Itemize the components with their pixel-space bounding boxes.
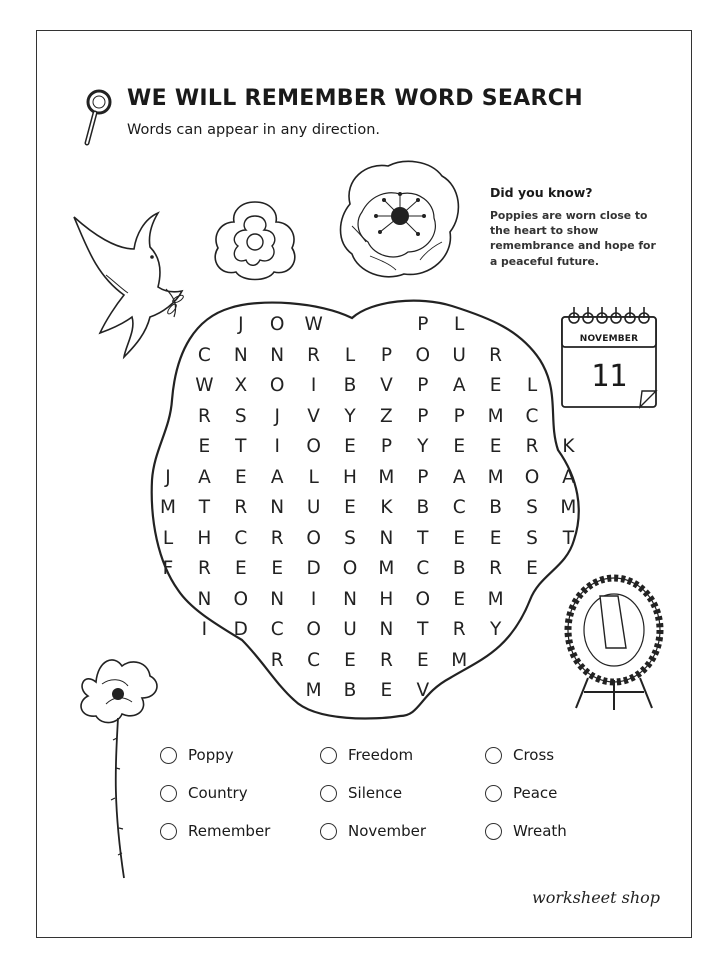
grid-letter[interactable]: O [306,527,321,549]
grid-letter[interactable]: E [344,497,356,518]
word-label: Wreath [513,822,567,840]
grid-letter[interactable]: N [379,619,394,640]
calendar-month: NOVEMBER [579,334,639,344]
word-label: November [348,822,427,840]
checkbox-circle[interactable] [320,785,337,802]
grid-letter[interactable]: L [454,314,465,335]
grid-letter[interactable]: M [378,466,395,488]
grid-letter[interactable]: M [487,466,504,488]
grid-letter[interactable]: J [274,405,280,427]
grid-letter[interactable]: E [526,558,538,579]
grid-letter[interactable]: N [270,497,285,518]
grid-letter[interactable]: R [270,527,284,549]
word-list-item[interactable] [160,822,270,840]
grid-letter[interactable]: T [417,619,429,640]
grid-letter[interactable]: E [380,680,393,701]
grid-letter[interactable]: R [452,619,466,640]
grid-letter[interactable]: P [417,405,429,427]
grid-letter[interactable]: M [160,497,176,518]
grid-letter[interactable]: I [310,588,317,610]
checkbox-circle[interactable] [320,823,337,840]
word-list-item[interactable] [320,822,426,840]
grid-letter[interactable]: Y [489,619,502,640]
brand-logo: worksheet shop [532,888,661,907]
word-label: Silence [348,784,403,802]
grid-letter[interactable]: C [234,527,248,549]
grid-letter[interactable]: M [560,497,577,518]
word-label: Freedom [348,746,414,764]
word-label: Remember [188,822,271,840]
page-title: WE WILL REMEMBER WORD SEARCH [127,86,583,111]
grid-letter[interactable]: H [379,588,394,610]
word-label: Country [188,784,248,802]
word-list-item[interactable] [320,784,402,802]
grid-letter[interactable]: F [162,558,174,579]
word-list-item[interactable] [160,746,234,764]
grid-letter[interactable]: U [452,344,466,366]
grid-letter[interactable]: P [380,436,392,457]
grid-letter[interactable]: B [343,680,357,701]
grid-letter[interactable]: C [270,619,284,640]
grid-letter[interactable]: E [198,436,211,457]
grid-letter[interactable]: U [306,497,321,518]
grid-letter[interactable]: H [197,527,212,549]
page-subtitle: Words can appear in any direction. [127,122,381,138]
grid-letter[interactable]: I [310,375,317,396]
grid-letter[interactable]: J [238,314,244,335]
grid-letter[interactable]: R [525,436,539,457]
grid-letter[interactable]: S [526,527,538,549]
grid-letter[interactable]: O [524,466,540,488]
grid-letter[interactable]: W [304,314,323,335]
checkbox-circle[interactable] [485,823,502,840]
grid-letter[interactable]: C [197,344,211,366]
grid-letter[interactable]: A [452,375,466,396]
grid-letter[interactable]: S [234,405,247,427]
grid-letter[interactable]: R [270,649,284,671]
grid-letter[interactable]: O [269,375,285,396]
grid-letter[interactable]: M [451,649,468,671]
grid-letter[interactable]: C [416,558,430,579]
checkbox-circle[interactable] [160,823,177,840]
grid-letter[interactable]: J [165,466,171,488]
word-list-item[interactable] [320,746,413,764]
grid-letter[interactable]: V [380,375,393,396]
grid-letter[interactable]: E [234,558,247,579]
grid-letter[interactable]: P [417,466,429,488]
grid-letter[interactable]: A [198,466,211,488]
grid-letter[interactable]: H [343,466,357,488]
grid-letter[interactable]: X [234,375,248,396]
grid-letter[interactable]: U [343,619,357,640]
grid-letter[interactable]: I [201,619,208,640]
grid-letter[interactable]: W [195,375,214,396]
grid-letter[interactable]: N [270,344,285,366]
grid-letter[interactable]: O [415,344,431,366]
grid-letter[interactable]: B [343,375,357,396]
grid-letter[interactable]: Z [380,405,393,427]
grid-letter[interactable]: R [489,558,503,579]
grid-letter[interactable]: M [305,680,322,701]
grid-letter[interactable]: E [344,649,356,671]
grid-letter[interactable]: B [452,558,466,579]
grid-letter[interactable]: E [271,558,284,579]
grid-letter[interactable]: N [270,588,285,610]
grid-letter[interactable]: V [416,680,430,701]
did-you-know-heading: Did you know? [490,185,593,200]
grid-letter[interactable]: P [417,375,429,396]
word-label: Poppy [188,746,234,764]
grid-letter[interactable]: N [233,344,248,366]
grid-letter[interactable]: O [306,619,321,640]
grid-letter[interactable]: M [378,558,395,579]
checkbox-circle[interactable] [160,785,177,802]
grid-letter[interactable]: N [343,588,357,610]
grid-letter[interactable]: V [307,405,320,427]
grid-letter[interactable]: T [235,436,247,457]
checkbox-circle[interactable] [160,747,177,764]
grid-letter[interactable]: T [417,527,429,549]
grid-letter[interactable]: M [487,588,504,610]
grid-letter[interactable]: B [489,497,502,518]
grid-letter[interactable]: O [342,558,358,579]
grid-letter[interactable]: P [453,405,465,427]
grid-letter[interactable]: S [344,527,356,549]
grid-letter[interactable]: E [453,436,466,457]
checkbox-circle[interactable] [320,747,337,764]
checkbox-circle[interactable] [485,785,502,802]
grid-letter[interactable]: P [417,314,429,335]
grid-letter[interactable]: E [489,527,502,549]
word-list-item[interactable] [485,746,554,764]
checkbox-circle[interactable] [485,747,502,764]
grid-letter[interactable]: E [489,436,502,457]
grid-letter[interactable]: P [380,344,392,366]
grid-letter[interactable]: A [270,466,284,488]
grid-letter[interactable]: R [307,344,321,366]
grid-letter[interactable]: T [562,527,575,549]
word-list-item[interactable] [485,784,557,802]
grid-letter[interactable]: A [452,466,466,488]
grid-letter[interactable]: C [307,649,321,671]
grid-letter[interactable]: T [198,497,211,518]
grid-letter[interactable]: D [233,619,248,640]
grid-letter[interactable]: S [526,497,538,518]
grid-letter[interactable]: Y [417,436,429,457]
grid-letter[interactable]: A [562,466,575,488]
grid-letter[interactable]: K [562,436,575,457]
grid-letter[interactable]: R [234,497,248,518]
grid-letter[interactable]: O [306,436,321,457]
grid-letter[interactable]: C [452,497,466,518]
calendar-day: 11 [590,359,628,394]
grid-letter[interactable]: R [489,344,503,366]
grid-letter[interactable]: K [380,497,393,518]
grid-letter[interactable]: D [306,558,321,579]
grid-letter[interactable]: E [344,436,356,457]
grid-letter[interactable]: N [197,588,212,610]
word-list-item[interactable] [160,784,248,802]
grid-letter[interactable]: R [197,558,211,579]
grid-letter[interactable]: E [453,588,466,610]
grid-letter[interactable]: E [453,527,466,549]
grid-letter[interactable]: O [269,314,285,335]
grid-letter[interactable]: Y [344,405,356,427]
grid-letter[interactable]: L [162,527,174,549]
grid-letter[interactable]: R [197,405,211,427]
grid-letter[interactable]: M [487,405,504,427]
grid-letter[interactable]: I [274,436,280,457]
word-list-item[interactable] [485,822,567,840]
grid-letter[interactable]: B [416,497,430,518]
grid-letter[interactable]: N [379,527,394,549]
grid-letter[interactable]: O [415,588,431,610]
did-you-know-body: Poppies are worn close to the heart to show remembrance and hope for a peaceful future. [490,209,656,268]
grid-letter[interactable]: E [234,466,247,488]
grid-letter[interactable]: L [526,375,538,396]
word-label: Cross [513,746,555,764]
word-label: Peace [513,784,558,802]
grid-letter[interactable]: E [416,649,429,671]
grid-letter[interactable]: E [489,375,502,396]
grid-letter[interactable]: R [379,649,393,671]
grid-letter[interactable]: L [344,344,356,366]
grid-letter[interactable]: O [233,588,249,610]
grid-letter[interactable]: C [525,405,539,427]
grid-letter[interactable]: L [308,466,319,488]
